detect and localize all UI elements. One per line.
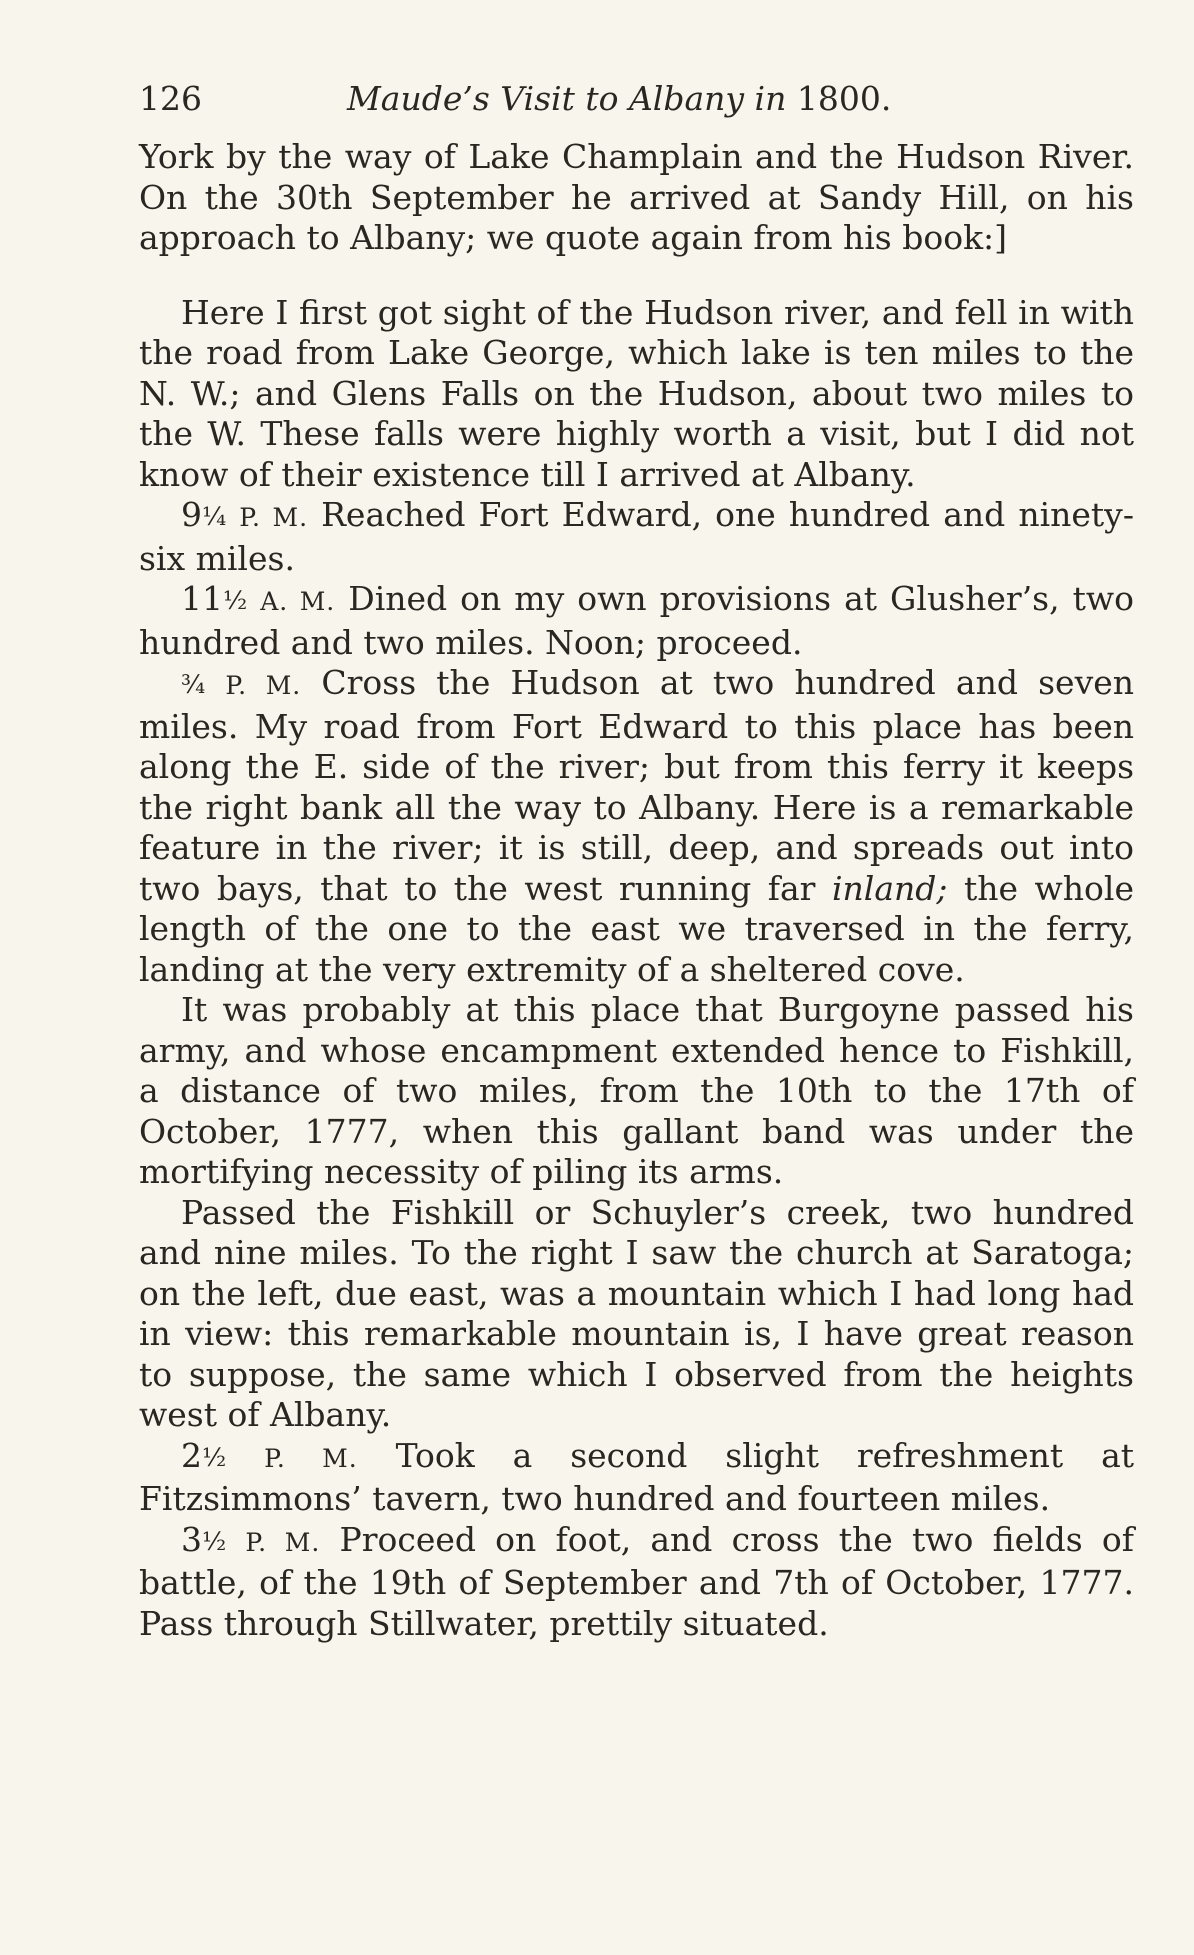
time-hour: 3: [181, 1519, 202, 1559]
time-meridian: P. M.: [225, 671, 302, 700]
paragraph-hudson-view: Here I first got sight of the Hudson river, and fell in with the road from Lake George, which lake is ten miles to the N. W.; and Glens Falls on the Hudson, about two miles to the W. These falls were highly worth a visit, but I did not know of their existence till I arrived at Albany.: [139, 292, 1134, 494]
time-hour: 2: [181, 1435, 202, 1475]
page-number: 126: [139, 79, 202, 118]
running-header: [139, 79, 1134, 137]
paragraph-hudson-crossing: [139, 663, 1134, 990]
time-hour: 11: [181, 579, 223, 618]
entry-text-continued: the whole length of the one to the east we traversed in the ferry, landing at the very extremity of a sheltered cove.: [139, 868, 1134, 989]
time-meridian: P. M.: [239, 503, 309, 532]
page-text: [139, 79, 1134, 1644]
paragraph-fitzsimmons: [139, 1436, 1134, 1520]
entry-text: Took a second slight refreshment at Fitzsimmons’ tavern, two hundred and fourteen miles.: [139, 1435, 1135, 1518]
time-meridian: P. M.: [245, 1527, 321, 1557]
entry-text: Proceed on foot, and cross the two fields of battle, of the 19th of September and 7th of October, 1777. Pass through Stillwater, prettily situated.: [139, 1519, 1134, 1643]
time-fraction: ¾: [181, 670, 206, 699]
running-title: [347, 79, 891, 120]
time-meridian: P. M.: [264, 1443, 358, 1473]
entry-text: Dined on my own provisions at Glusher’s, two hundred and two miles. Noon; proceed.: [139, 579, 1134, 662]
paragraph-fort-edward: [139, 495, 1134, 579]
paragraph-battlefields: [139, 1520, 1134, 1645]
time-fraction: ¼: [202, 502, 227, 531]
paragraph-burgoyne: It was probably at this place that Burgoyne passed his army, and whose encampment extended hence to Fishkill, a distance of two miles, from the 10th to the 17th of October, 1777, when this gallant band was under the mortifying necessity of piling its arms.: [139, 990, 1134, 1191]
running-title-year: 1800.: [796, 79, 892, 118]
time-fraction: ½: [202, 1442, 227, 1472]
entry-text: Reached Fort Edward, one hundred and ninety-six miles.: [139, 495, 1134, 578]
time-fraction: ½: [202, 1526, 227, 1556]
time-hour: 9: [181, 495, 202, 534]
running-title-text: Maude’s Visit to Albany in: [347, 79, 787, 118]
paragraph-intro: York by the way of Lake Champlain and the Hudson River. On the 30th September he arrived at Sandy Hill, on his approach to Albany; we quote again from his book:]: [139, 137, 1134, 257]
time-fraction: ½: [223, 586, 248, 615]
entry-text: Cross the Hudson at two hundred and seven miles. My road from Fort Edward to this place has been along the E. side of the river; but from this ferry it keeps the right bank all the way to Albany. Here is a remarkable feature in the river; it is still, deep, and spreads out into two bays, that to the west running far: [139, 663, 1134, 908]
emphasis-text: inland;: [831, 868, 948, 908]
paragraph-saratoga: Passed the Fishkill or Schuyler’s creek, two hundred and nine miles. To the right I saw the church at Saratoga; on the left, due east, was a mountain which I had long had in view: this remarkable mountain is, I have great reason to suppose, the same which I observed from the heights west of Albany.: [139, 1192, 1134, 1434]
time-meridian: A. M.: [260, 587, 336, 616]
paragraph-glushers: [139, 579, 1134, 663]
